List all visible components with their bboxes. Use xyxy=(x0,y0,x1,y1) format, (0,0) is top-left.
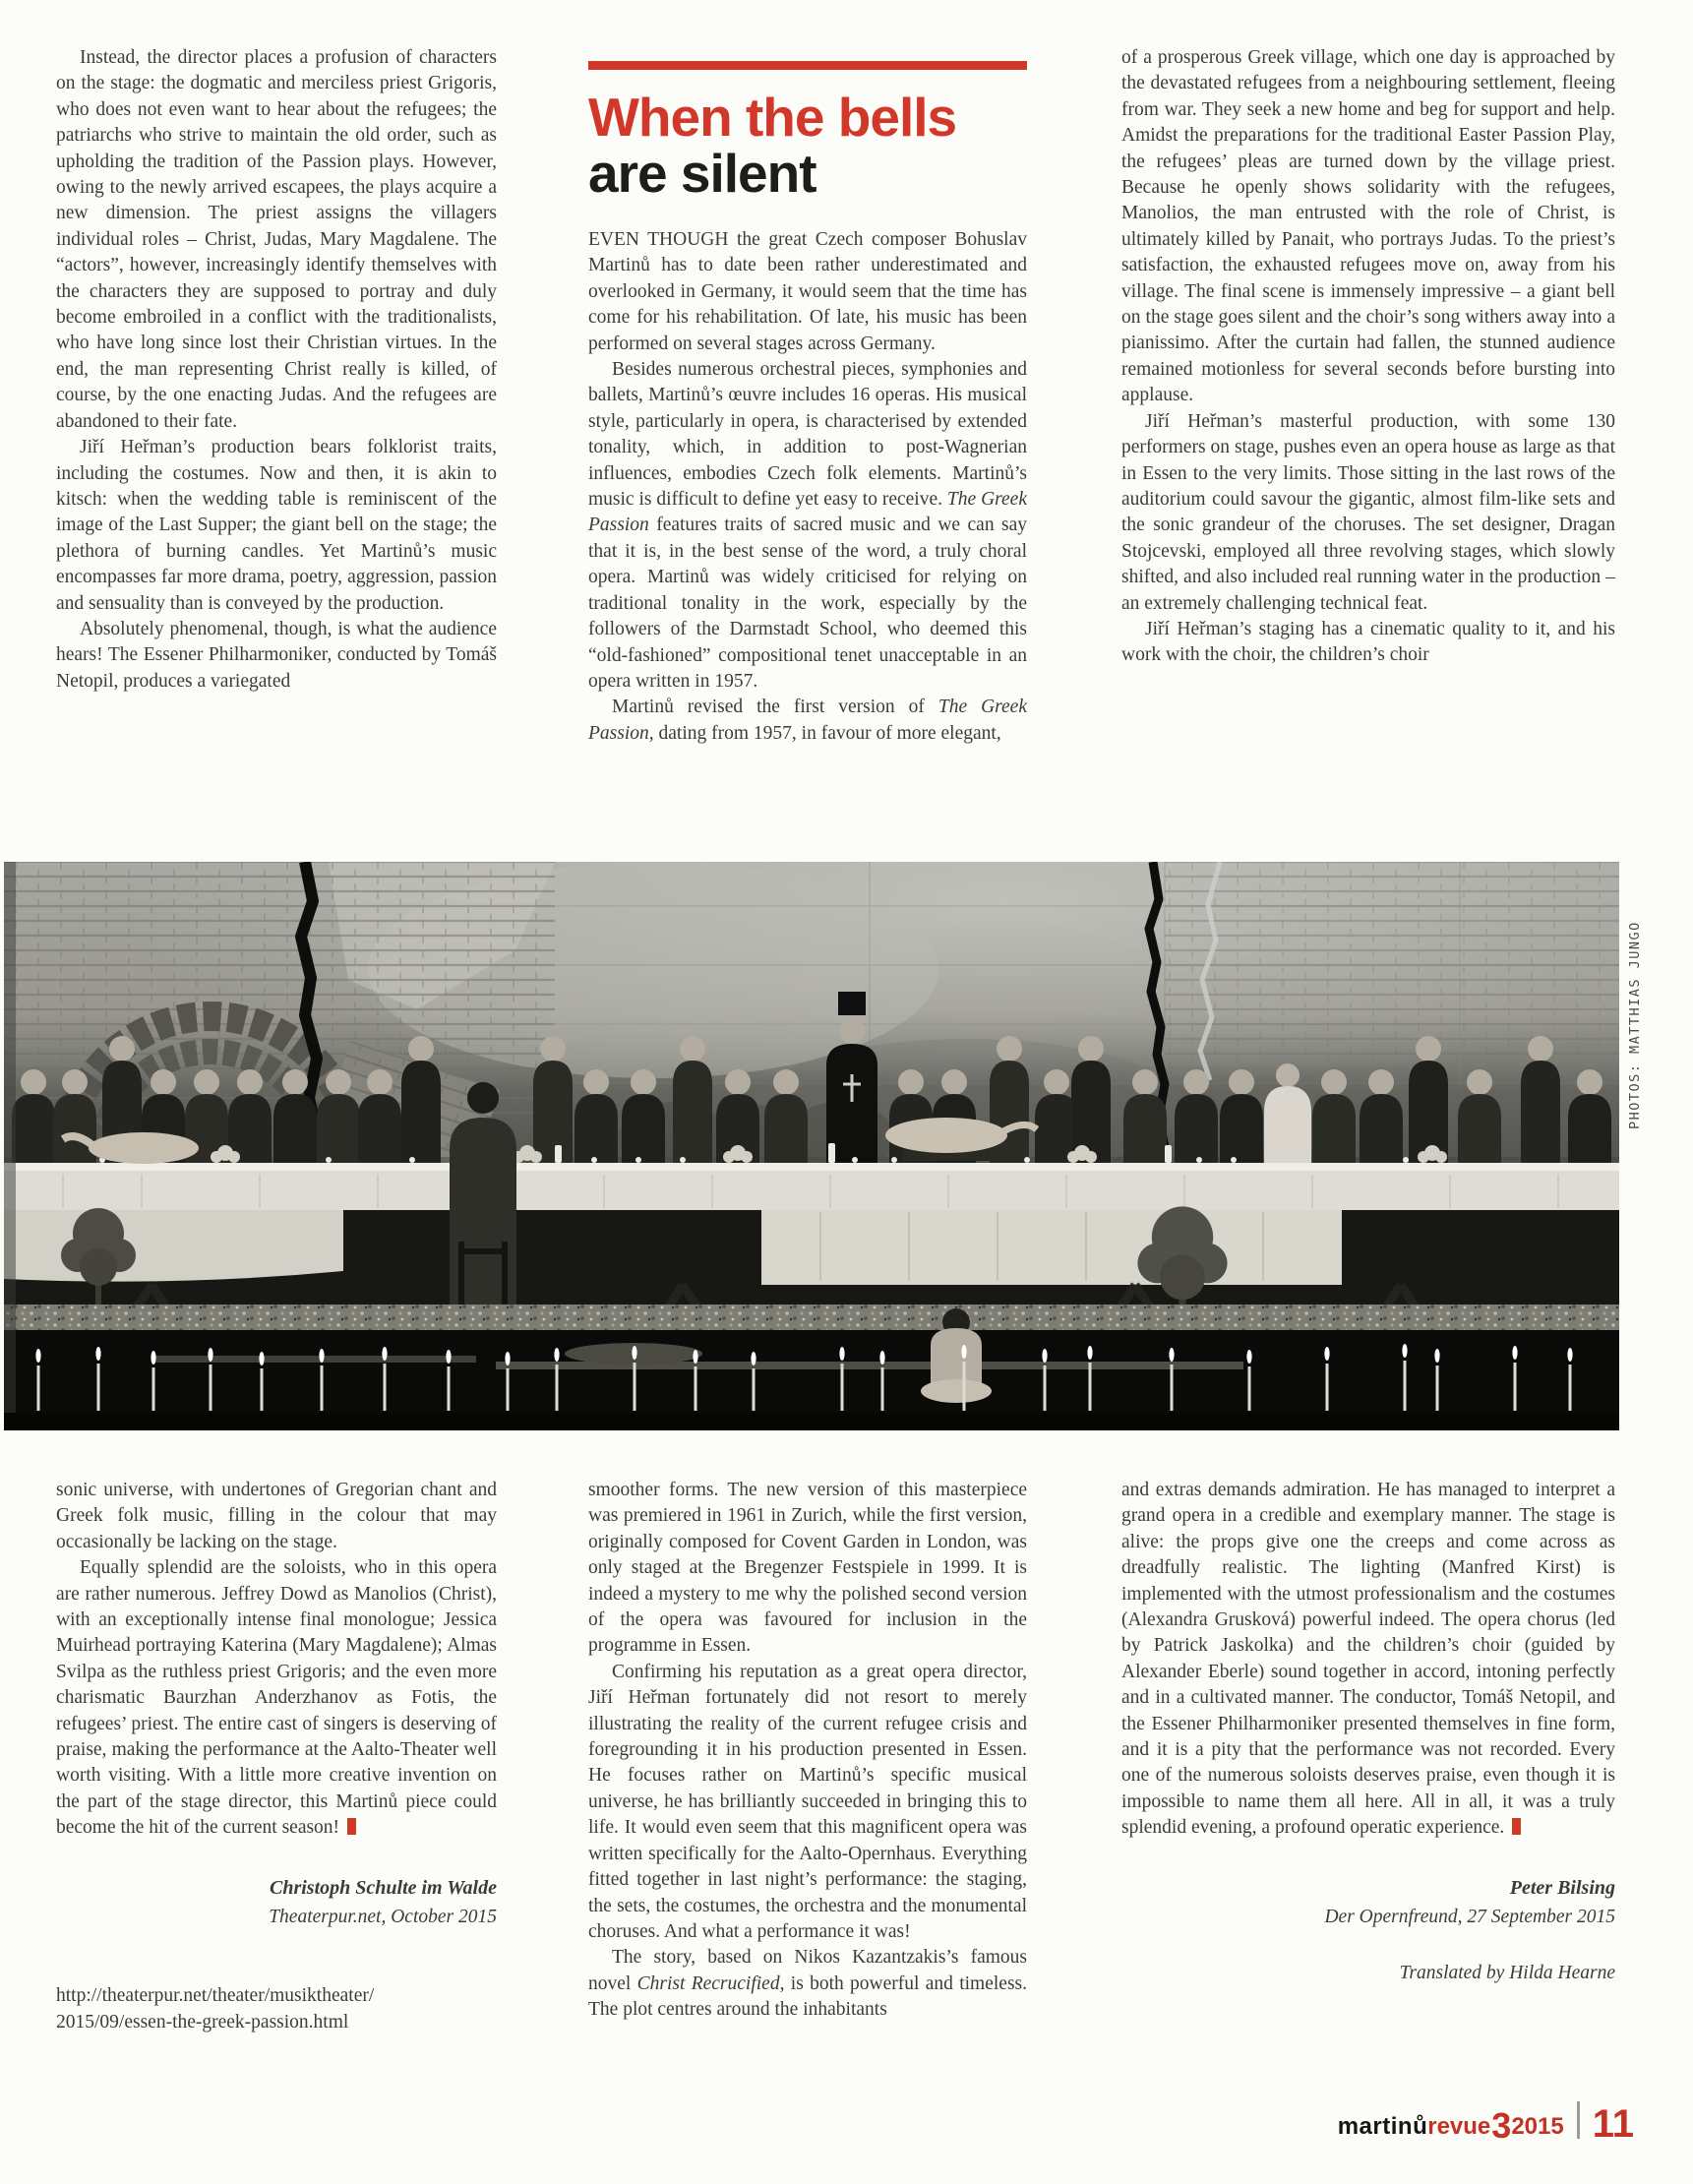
headline-line1: When the bells xyxy=(588,87,957,148)
column-middle-bottom xyxy=(588,1478,1027,2024)
end-of-article-mark xyxy=(1512,1818,1521,1835)
article-headline xyxy=(588,87,1027,204)
photo-credit: PHOTOS: MATTHIAS JUNGO xyxy=(1627,921,1643,1129)
gravel-strip xyxy=(4,1304,1619,1332)
byline-author-left: Christoph Schulte im Walde xyxy=(270,1876,497,1899)
byline-source-left: Theaterpur.net, October 2015 xyxy=(269,1907,497,1928)
column-right-bottom xyxy=(1121,1478,1615,1986)
footer-issue-year: 2015 xyxy=(1511,2113,1564,2140)
footer-issue-number: 3 xyxy=(1491,2105,1512,2146)
paragraph: Jiří Heřman’s staging has a cinematic quality to it, and his work with the choir, the children’s choir xyxy=(1121,618,1615,666)
column-middle-top xyxy=(588,39,1027,848)
end-of-article-mark xyxy=(347,1818,356,1835)
headline-rule xyxy=(588,61,1027,70)
byline-author-right: Peter Bilsing xyxy=(1509,1876,1615,1899)
paragraph: of a prosperous Greek village, which one day is approached by the devastated refugees from a neighbouring settlement, fleeing from war. They seek a new home and beg for support and help. Amidst the preparations for the traditional Easter Passion Play, the refugees’ pleas are turned down by the village priest. Because he openly shows solidarity with the refugees, Manolios, the man entrusted with the role of Christ, is ultimately killed by Panait, who portrays Judas. To the priest’s satisfaction, the exhausted refugees move on, away from his village. The final scene is immensely impressive – a giant bell on the stage goes silent and the choir’s song withers away into a pianissimo. After the curtain had fallen, the stunned audience remained motionless for several seconds before bursting into applause. xyxy=(1121,47,1615,406)
column-left-bottom xyxy=(56,1478,497,2035)
paragraph: Jiří Heřman’s masterful production, with some 130 performers on stage, pushes even an opera house as large as that in Essen to the very limits. Those sitting in the last rows of the auditorium could savour the gigantic, almost film-like sets and the sonic grandeur of the choruses. The set designer, Dragan Stojcevski, employed all three revolving stages, which slowly shifted, and also included real running water in the production – an extremely challenging technical feat. xyxy=(1121,410,1615,614)
column-right-top xyxy=(1121,45,1615,848)
translator-credit: Translated by Hilda Hearne xyxy=(1399,1962,1615,1983)
paragraph: smoother forms. The new version of this masterpiece was premiered in 1961 in Zurich, while the first version, originally composed for Covent Garden in London, was only staged at the Bregenzer Festspiele in 1999. It is indeed a mystery to me why the polished second version of the opera was favoured for inclusion in the programme in Essen. xyxy=(588,1480,1027,1657)
article-url xyxy=(56,1982,497,2035)
paragraph: sonic universe, with undertones of Gregorian chant and Greek folk music, filling in the colour that may occasionally be lacking on the stage. xyxy=(56,1480,497,1552)
paragraph: The story, based on Nikos Kazantzakis’s famous novel Christ Recrucified, is both powerful and timeless. The plot centres around the inhabitants xyxy=(588,1947,1027,2021)
paragraph: Equally splendid are the soloists, who in this opera are rather numerous. Jeffrey Dowd as Manolios (Christ), with an exceptionally intense final monologue; Jessica Muirhead portraying Katerina (Mary Magdalene); Almas Svilpa as the ruthless priest Grigoris; and the even more charismatic Baurzhan Anderzhanov as Fotis, the refugees’ priest. The entire cast of singers is deserving of praise, making the performance at the Aalto-Theater well worth visiting. With a little more creative invention on the part of the stage director, this Martinů piece could become the hit of the current season! xyxy=(56,1557,497,1839)
paragraph: EVEN THOUGH the great Czech composer Bohuslav Martinů has to date been rather underestimated and overlooked in Germany, it would seem that the time has come for his rehabilitation. Of late, his music has been performed on several stages across Germany. xyxy=(588,229,1027,354)
paragraph: Martinů revised the first version of The Greek Passion, dating from 1957, in favour of more elegant, xyxy=(588,697,1027,744)
paragraph: and extras demands admiration. He has managed to interpret a grand opera in a credible and exemplary manner. The stage is alive: the props give one the creeps and come across as dreadfully realistic. The lighting (Manfred Kirst) is implemented with the utmost professionalism and the costumes (Alexandra Grusková) powerful indeed. The opera chorus (led by Patrick Jaskolka) and the children’s choir (guided by Alexander Eberle) sound together in accord, intoning perfectly and in a cultivated manner. The conductor, Tomáš Netopil, and the Essener Philharmoniker presented themselves in fine form, and it is a pity that the performance was not recorded. Every one of the numerous soloists deserves praise, even though it is impossible to name them all here. All in all, it was a truly splendid evening, a profound operatic experience. xyxy=(1121,1480,1615,1839)
column-right-bottom-text xyxy=(1121,1478,1615,1842)
headline-line2: are silent xyxy=(588,143,816,204)
paragraph: Confirming his reputation as a great opera director, Jiří Heřman fortunately did not resort to merely illustrating the reality of the current refugee crisis and foregrounding it in his production presented in Essen. He focuses rather on Martinů’s specific musical universe, he has brilliantly succeeded in bringing this to life. It would even seem that this magnificent opera was written specifically for the Aalto-Opernhaus. Everything fitted together in last night’s performance: the staging, the sets, the costumes, the orchestra and the monumental choruses. And what a performance it was! xyxy=(588,1661,1027,1942)
paragraph: Instead, the director places a profusion of characters on the stage: the dogmatic and merciless priest Grigoris, who does not even want to hear about the refugees; the patriarchs who strive to maintain the old order, such as upholding the tradition of the Passion plays. However, owing to the newly arrived escapees, the plays acquire a new dimension. The priest assigns the villagers individual roles – Christ, Judas, Mary Magdalene. The “actors”, however, increasingly identify themselves with the characters they are supposed to portray and duly become embroiled in a conflict with the traditionalists, who have long since lost their Christian virtues. In the end, the man representing Christ really is killed, of course, by the one enacting Judas. And the refugees are abandoned to their fate. xyxy=(56,47,497,432)
page-footer xyxy=(1337,2101,1634,2146)
column-middle-top-text xyxy=(588,227,1027,747)
paragraph: Besides numerous orchestral pieces, symphonies and ballets, Martinů’s œuvre includes 16 operas. His musical style, particularly in opera, is characterised by extended tonality, which, in addition to post-Wagnerian influences, embodies Czech folk elements. Martinů’s music is difficult to define yet easy to receive. The Greek Passion features traits of sacred music and we can say that it is, in the best sense of the word, a truly choral opera. Martinů was widely criticised for relying on traditional tonality in the work, especially by the followers of the Darmstadt School, who deemed this “old-fashioned” compositional tenet unacceptable in an opera written in 1957. xyxy=(588,359,1027,692)
footer-divider xyxy=(1577,2101,1580,2139)
footer-brand-revue: revue xyxy=(1427,2113,1491,2140)
stage-photo-illustration xyxy=(4,862,1619,1430)
column-left-bottom-text xyxy=(56,1478,497,1842)
article-url-line2: 2015/09/essen-the-greek-passion.html xyxy=(56,2011,349,2032)
stage-photo xyxy=(4,862,1619,1430)
byline-source-right: Der Opernfreund, 27 September 2015 xyxy=(1324,1907,1615,1928)
paragraph: Absolutely phenomenal, though, is what the audience hears! The Essener Philharmoniker, conducted by Tomáš Netopil, produces a variegated xyxy=(56,618,497,692)
paragraph: Jiří Heřman’s production bears folklorist traits, including the costumes. Now and then, it is akin to kitsch: when the wedding table is reminiscent of the image of the Last Supper; the giant bell on the stage; the plethora of burning candles. Yet Martinů’s music encompasses far more drama, poetry, aggression, passion and sensuality than is conveyed by the production. xyxy=(56,437,497,614)
page-number: 11 xyxy=(1592,2102,1634,2146)
article-url-line1: http://theaterpur.net/theater/musiktheater/ xyxy=(56,1984,375,2006)
footer-brand-martinu: martinů xyxy=(1337,2113,1428,2140)
column-left-top xyxy=(56,45,497,848)
